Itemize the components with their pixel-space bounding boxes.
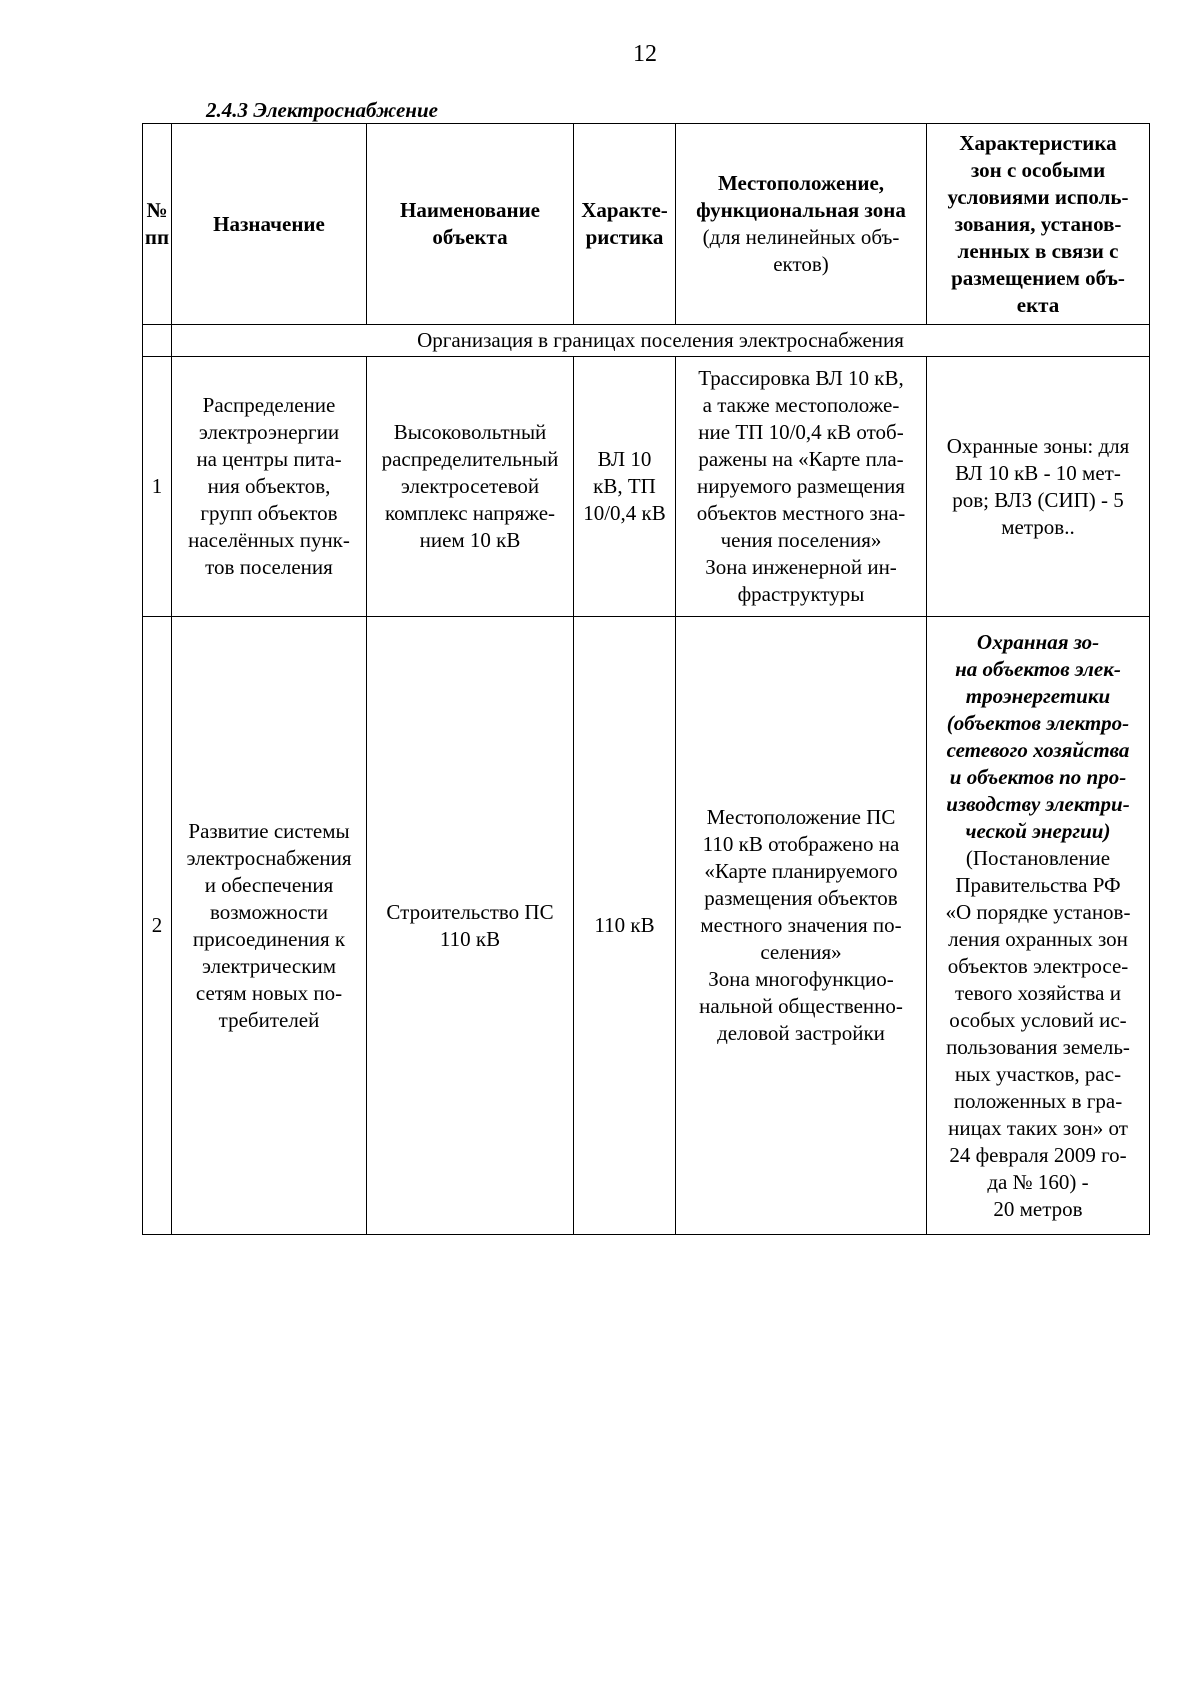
row-zones-italic: Охранная зо- на объектов элек- троэнергетики (объектов электро- сетевого хозяйства и объектов по про- изводству электри- ческой энергии)	[946, 629, 1130, 843]
section-title: 2.4.3 Электроснабжение	[206, 98, 438, 122]
row-object-name: Высоковольтный распределительный электросетевой комплекс напряже- нием 10 кВ	[367, 357, 574, 617]
header-location-title: Местоположение, функциональная зона	[696, 171, 906, 222]
row-zones-text: (Постановление Правительства РФ «О порядке установ- ления охранных зон объектов электросе- тевого хозяйства и особых условий ис- пользования земель- ных участков, рас- положенных в гра- ницах таких зон» от 24 февраля 2009 го- да № 160) - 20 метров	[945, 845, 1131, 1221]
group-title: Организация в границах поселения электроснабжения	[172, 325, 1150, 357]
row-purpose: Распределение электроэнергии на центры пита- ния объектов, групп объектов населённых пунк- тов поселения	[172, 357, 367, 617]
table-row	[143, 617, 1150, 1235]
table-row	[143, 357, 1150, 617]
header-location-note: (для нелинейных объ- ектов)	[702, 225, 900, 276]
table-header-row	[143, 124, 1150, 325]
header-location	[676, 124, 927, 325]
header-zones: Характеристика зон с особыми условиями исполь- зования, установ- ленных в связи с размещением объ- екта	[927, 124, 1150, 325]
group-row-num-cell	[143, 325, 172, 357]
row-zones: Охранные зоны: для ВЛ 10 кВ - 10 мет- ров; ВЛЗ (СИП) - 5 метров..	[927, 357, 1150, 617]
power-supply-table	[142, 123, 1150, 1235]
page-number: 12	[633, 41, 657, 67]
row-num: 2	[143, 617, 172, 1235]
header-object-name: Наименование объекта	[367, 124, 574, 325]
row-characteristic: 110 кВ	[574, 617, 676, 1235]
header-num: № пп	[143, 124, 172, 325]
header-characteristic: Характе- ристика	[574, 124, 676, 325]
row-characteristic: ВЛ 10 кВ, ТП 10/0,4 кВ	[574, 357, 676, 617]
row-location: Местоположение ПС 110 кВ отображено на «Карте планируемого размещения объектов местного значения по- селения» Зона многофункцио- нальной общественно- деловой застройки	[676, 617, 927, 1235]
row-zones	[927, 617, 1150, 1235]
row-location: Трассировка ВЛ 10 кВ, а также местоположе- ние ТП 10/0,4 кВ отоб- ражены на «Карте пла- нируемого размещения объектов местного зна- чения поселения» Зона инженерной ин- фраструктуры	[676, 357, 927, 617]
row-object-name: Строительство ПС 110 кВ	[367, 617, 574, 1235]
row-purpose: Развитие системы электроснабжения и обеспечения возможности присоединения к электрическим сетям новых по- требителей	[172, 617, 367, 1235]
header-purpose: Назначение	[172, 124, 367, 325]
row-num: 1	[143, 357, 172, 617]
group-row	[143, 325, 1150, 357]
